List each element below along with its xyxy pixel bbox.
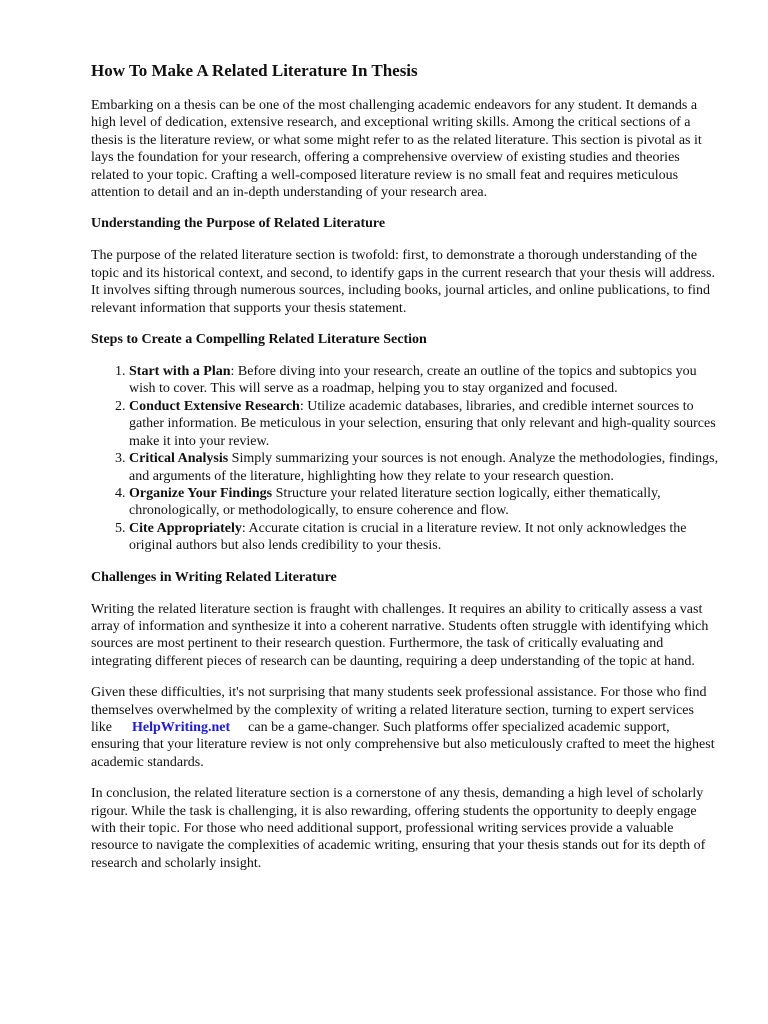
- list-item: [129, 363, 721, 398]
- step-title: Critical Analysis: [129, 451, 229, 467]
- section-heading-steps: Steps to Create a Compelling Related Literature Section: [91, 332, 427, 348]
- assistance-text-before: Given these difficulties, it's not surprising that many students seek professional assistance. For those who find themselves overwhelmed by the complexity of writing a related literature section, turning to expert services like: [91, 685, 707, 735]
- step-title: Start with a Plan: [129, 364, 231, 380]
- step-title: Cite Appropriately: [129, 520, 242, 536]
- step-text: : Utilize academic databases, libraries, and credible internet sources to gather information. Be meticulous in your selection, ensuring that only relevant and high-quality sources make it into your review.: [129, 398, 716, 449]
- step-text: Simply summarizing your sources is not enough. Analyze the methodologies, findings, and arguments of the literature, highlighting how they relate to your research question.: [129, 451, 719, 484]
- step-text: : Before diving into your research, create an outline of the topics and subtopics you wish to cover. This will serve as a roadmap, helping you to stay organized and focused.: [129, 364, 697, 397]
- list-item: [129, 520, 721, 555]
- step-text: Structure your related literature section logically, either thematically, chronologically, or methodologically, to ensure coherence and flow.: [129, 485, 661, 519]
- assistance-paragraph: [91, 684, 721, 771]
- step-text: : Accurate citation is crucial in a literature review. It not only acknowledges the original authors but also lends credibility to your thesis.: [129, 520, 687, 554]
- assistance-text-after: can be a game-changer. Such platforms offer specialized academic support, ensuring that your literature review is not only comprehensive but also meticulously crafted to meet the highest academic standards.: [91, 719, 715, 770]
- section-heading-purpose: Understanding the Purpose of Related Literature: [91, 216, 386, 232]
- list-item: [129, 485, 721, 520]
- intro-paragraph: Embarking on a thesis can be one of the most challenging academic endeavors for any student. It demands a high level of dedication, extensive research, and exceptional writing skills. Among the critical sections of a thesis is the literature review, or what some might refer to as the related literature. This section is pivotal as it lays the foundation for your research, offering a comprehensive overview of existing studies and theories related to your topic. Crafting a well-composed literature review is no small feat and requires meticulous attention to detail and an in-depth understanding of your research area.: [91, 98, 702, 201]
- section-heading-challenges: Challenges in Writing Related Literature: [91, 569, 337, 585]
- list-item: [129, 450, 721, 485]
- list-item: [129, 398, 721, 450]
- challenges-paragraph: Writing the related literature section is fraught with challenges. It requires an ability to critically assess a vast array of information and synthesize it into a coherent narrative. Students often struggle with identifying which sources are most pertinent to their research question. Furthermore, the task of critically evaluating and integrating different pieces of research can be daunting, requiring a deep understanding of the topic at hand.: [91, 601, 709, 669]
- purpose-paragraph: The purpose of the related literature section is twofold: first, to demonstrate a thorough understanding of the topic and its historical context, and second, to identify gaps in the current research that your thesis will address. It involves sifting through numerous sources, including books, journal articles, and online publications, to find relevant information that supports your thesis statement.: [91, 248, 715, 316]
- conclusion-paragraph: In conclusion, the related literature section is a cornerstone of any thesis, demanding a high level of scholarly rigour. While the task is challenging, it is also rewarding, offering students the opportunity to deeply engage with their topic. For those who need additional support, professional writing services provide a valuable resource to navigate the complexities of academic writing, ensuring that your thesis stands out for its depth of research and scholarly insight.: [91, 786, 706, 871]
- helpwriting-link[interactable]: HelpWriting.net: [132, 719, 231, 735]
- document-page: [91, 60, 721, 886]
- step-title: Conduct Extensive Research: [129, 398, 300, 414]
- steps-list: [91, 363, 721, 554]
- step-title: Organize Your Findings: [129, 485, 273, 501]
- document-title: How To Make A Related Literature In Thesis: [91, 61, 418, 80]
